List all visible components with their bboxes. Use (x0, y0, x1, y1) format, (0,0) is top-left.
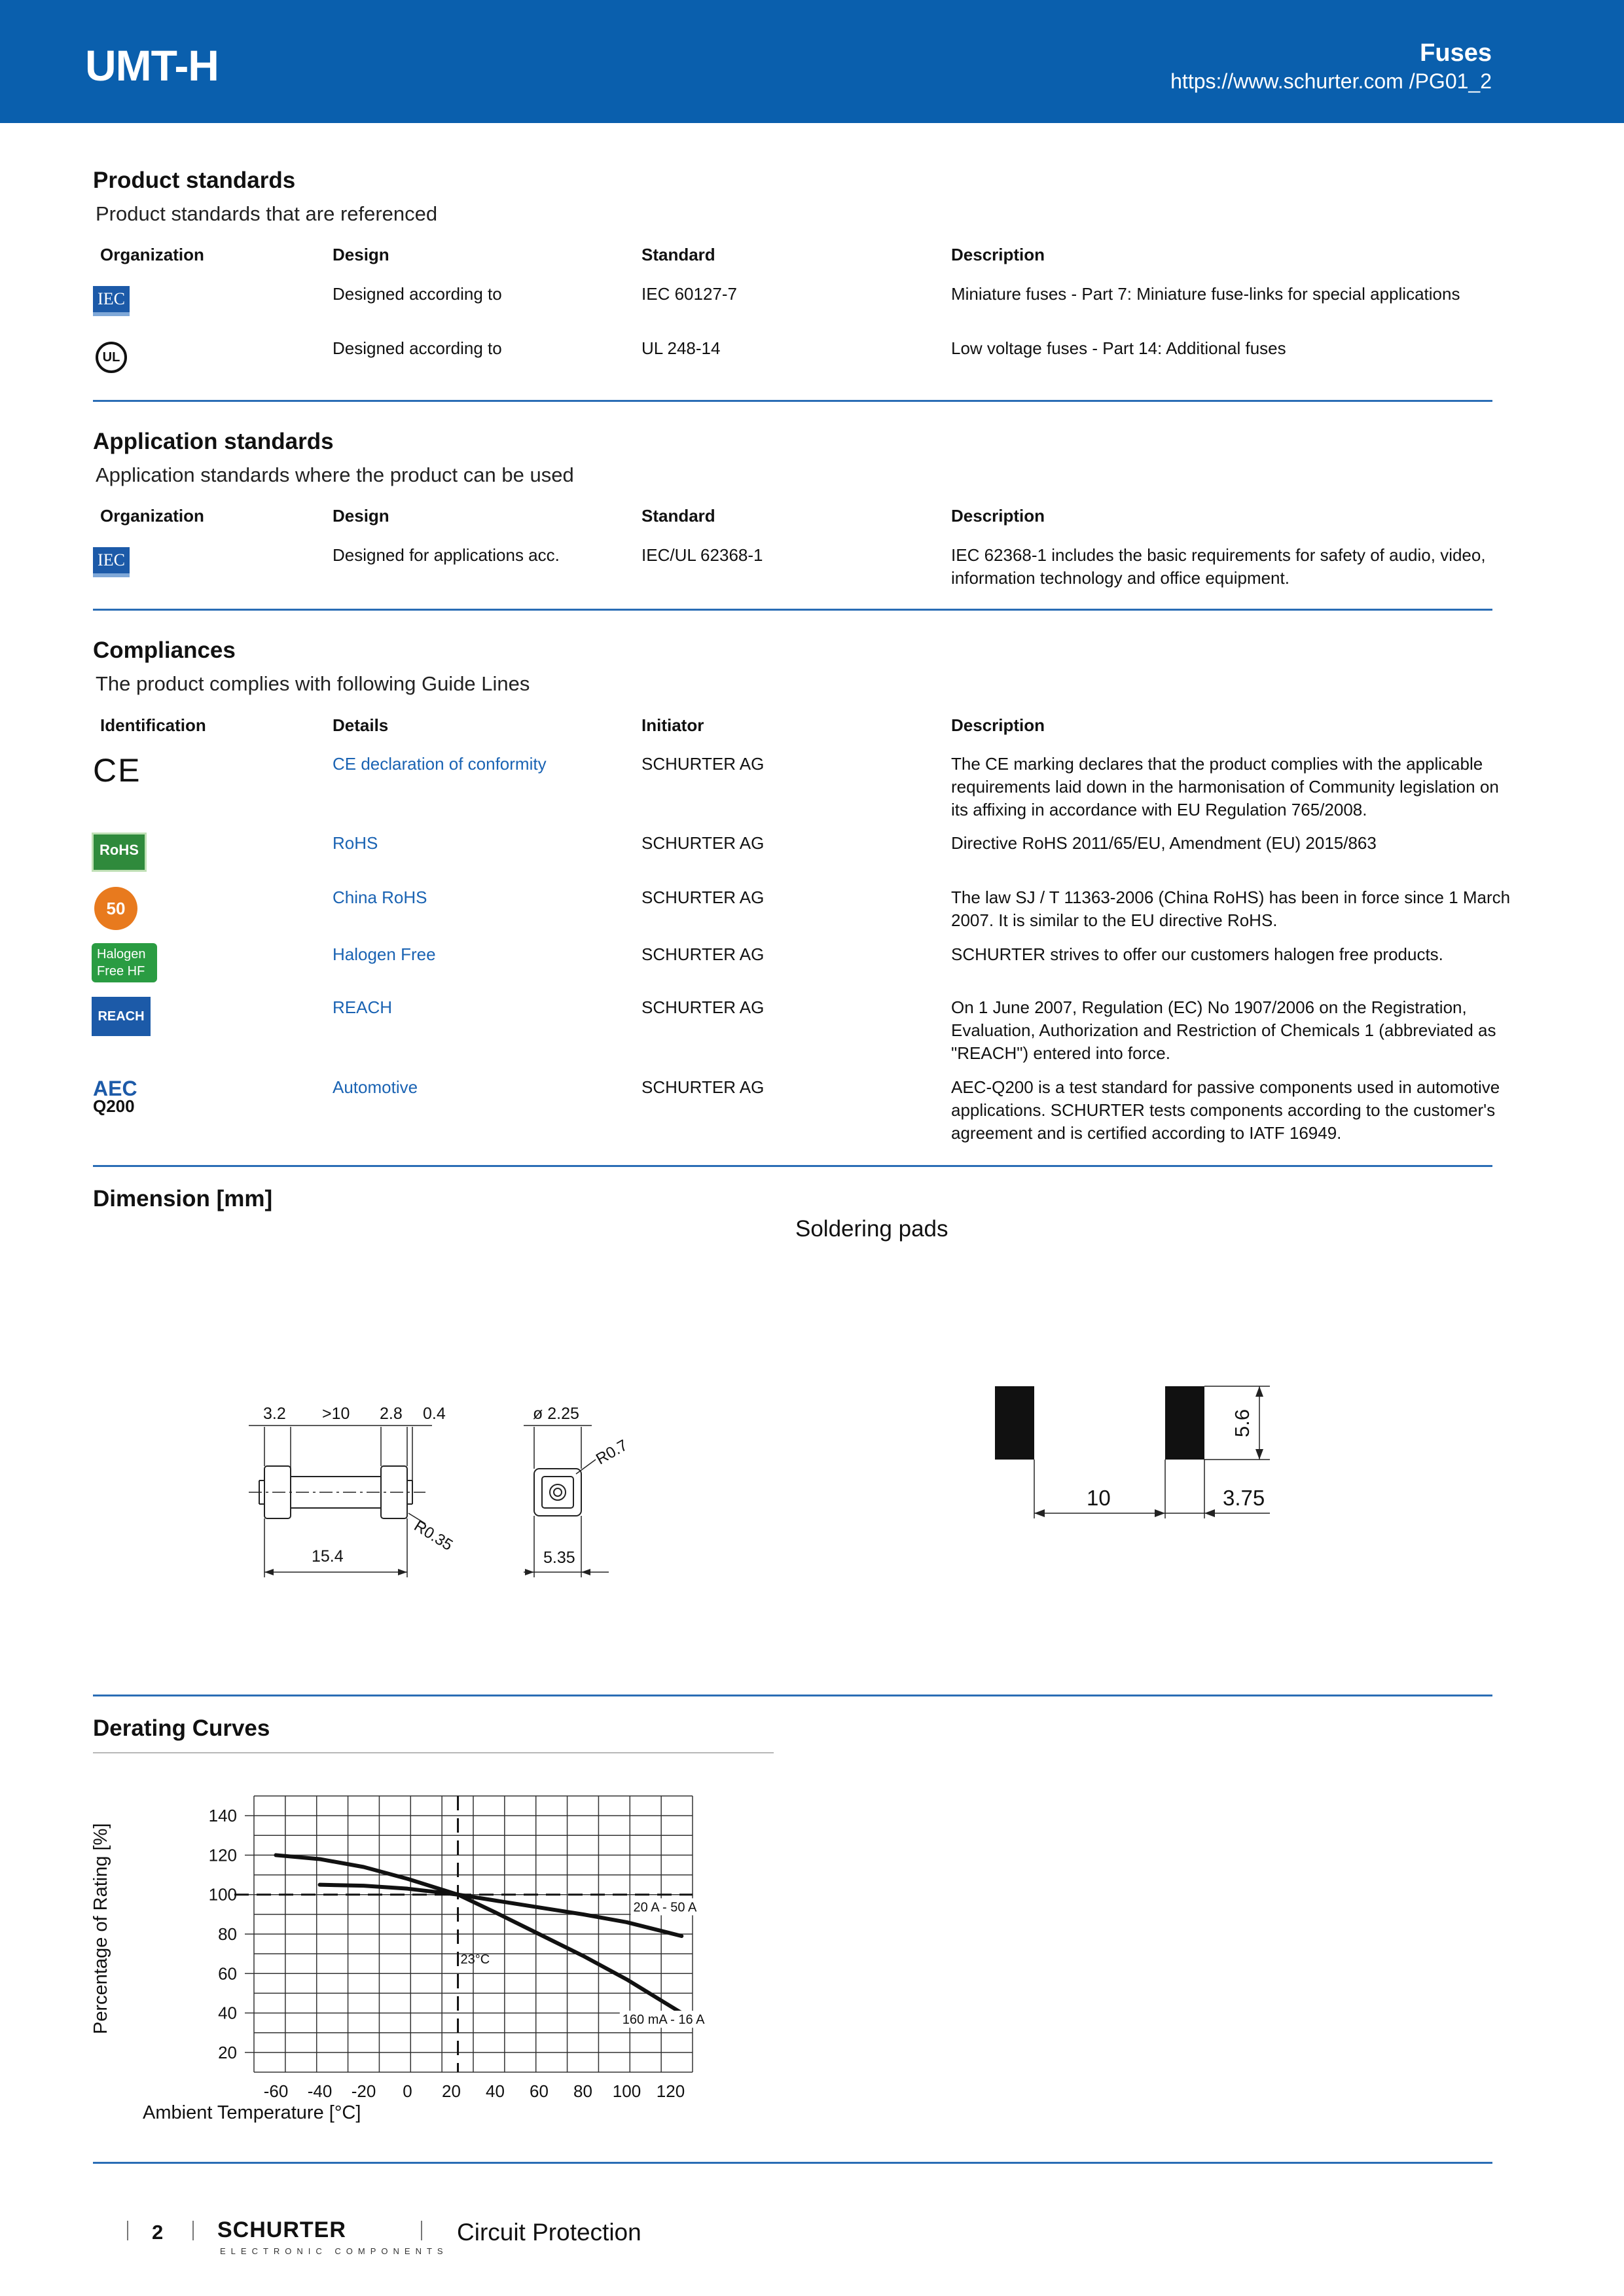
initiator-cell: SCHURTER AG (641, 944, 765, 964)
automotive-link[interactable]: Automotive (333, 1077, 418, 1097)
column-header: Details (333, 715, 389, 735)
x-tick-label: 0 (403, 2081, 412, 2101)
halogen-free-icon: Halogen Free HF (92, 943, 157, 982)
iec-logo-icon: IEC (93, 547, 130, 577)
x-tick-label: -40 (307, 2081, 333, 2101)
column-header: Description (951, 245, 1045, 264)
category-label: Fuses (1420, 39, 1492, 67)
dim-label: 10 (1087, 1486, 1111, 1510)
description-cell: Miniature fuses - Part 7: Miniature fuse-links for special applications (951, 284, 1460, 304)
standard-cell: IEC/UL 62368-1 (641, 545, 763, 565)
y-tick-label: 40 (218, 2003, 237, 2023)
ul-logo-icon: UL (96, 342, 127, 373)
ce-mark-icon: CE (93, 752, 141, 789)
dim-label: 3.75 (1223, 1486, 1265, 1510)
column-header: Initiator (641, 715, 704, 735)
product-standards-subtitle: Product standards that are referenced (96, 202, 438, 225)
column-header: Description (951, 715, 1045, 735)
x-tick-label: 120 (656, 2081, 685, 2101)
dim-label: 3.2 (263, 1405, 286, 1423)
initiator-cell: SCHURTER AG (641, 1077, 765, 1097)
footer-divider (127, 2221, 128, 2240)
initiator-cell: SCHURTER AG (641, 888, 765, 907)
reach-link[interactable]: REACH (333, 997, 393, 1017)
section-divider (93, 2162, 1492, 2164)
derating-heading: Derating Curves (93, 1715, 270, 1741)
y-tick-label: 120 (208, 1845, 237, 1865)
application-standards-subtitle: Application standards where the product can be used (96, 463, 574, 486)
dim-label: >10 (322, 1405, 350, 1423)
ce-declaration-link[interactable]: CE declaration of conformity (333, 754, 547, 774)
footer-divider (192, 2221, 194, 2240)
description-cell: On 1 June 2007, Regulation (EC) No 1907/2006 on the Registration, Evaluation, Authorization and Restriction of Chemicals 1 (abbreviated as "REACH") entered into force. (951, 997, 1496, 1063)
dim-label: 15.4 (312, 1547, 344, 1566)
y-tick-label: 80 (218, 1924, 237, 1944)
column-header: Design (333, 506, 389, 526)
dim-label: 0.4 (423, 1405, 446, 1423)
x-tick-label: 80 (573, 2081, 592, 2101)
x-tick-label: 60 (530, 2081, 549, 2101)
series-line (320, 1885, 682, 1936)
initiator-cell: SCHURTER AG (641, 997, 765, 1017)
design-cell: Designed according to (333, 284, 502, 304)
rohs-logo-icon: RoHS (92, 833, 147, 872)
design-cell: Designed according to (333, 338, 502, 358)
schurter-logo: SCHURTER (217, 2217, 346, 2242)
description-cell: Directive RoHS 2011/65/EU, Amendment (EU) 2015/863 (951, 833, 1377, 853)
x-tick-label: 20 (442, 2081, 461, 2101)
product-url-link[interactable]: https://www.schurter.com /PG01_2 (1170, 69, 1492, 93)
footer-section-label: Circuit Protection (457, 2219, 641, 2246)
y-axis-label: Percentage of Rating [%] (90, 1823, 111, 2034)
column-header: Design (333, 245, 389, 264)
description-cell: IEC 62368-1 includes the basic requirements for safety of audio, video, information technology and office equipment. (951, 545, 1486, 588)
description-cell: SCHURTER strives to offer our customers halogen free products. (951, 944, 1443, 964)
dim-label: 5.35 (543, 1549, 575, 1567)
iec-logo-icon: IEC (93, 286, 130, 316)
application-standards-heading: Application standards (93, 429, 334, 454)
column-header: Organization (100, 245, 204, 264)
initiator-cell: SCHURTER AG (641, 833, 765, 853)
reach-logo-icon: REACH (92, 997, 151, 1036)
y-tick-label: 140 (208, 1806, 237, 1826)
description-cell: The law SJ / T 11363-2006 (China RoHS) has been in force since 1 March 2007. It is similar to the EU directive RoHS. (951, 888, 1511, 930)
description-cell: Low voltage fuses - Part 14: Additional fuses (951, 338, 1286, 358)
compliances-heading: Compliances (93, 637, 236, 663)
x-tick-label: 40 (486, 2081, 505, 2101)
dim-label: R0.7 (593, 1436, 631, 1469)
schurter-logo-subtitle: ELECTRONIC COMPONENTS (220, 2246, 448, 2256)
aec-q200-icon: AEC Q200 (93, 1077, 137, 1116)
y-tick-label: 20 (218, 2042, 237, 2062)
initiator-cell: SCHURTER AG (641, 754, 765, 774)
column-header: Standard (641, 506, 715, 526)
product-title: UMT-H (85, 41, 219, 90)
x-tick-label: 100 (612, 2081, 641, 2101)
dim-label: 2.8 (380, 1405, 403, 1423)
reference-line-label: 23°C (460, 1952, 490, 1967)
standard-cell: IEC 60127-7 (641, 284, 737, 304)
china-rohs-icon: 50 (94, 887, 137, 930)
column-header: Identification (100, 715, 206, 735)
description-cell: AEC-Q200 is a test standard for passive components used in automotive applications. SCHURTER tests components according to the customer's agreement and is certified according to IATF 16949. (951, 1077, 1500, 1143)
product-standards-heading: Product standards (93, 168, 296, 193)
column-header: Description (951, 506, 1045, 526)
series-label: 160 mA - 16 A (622, 2013, 705, 2028)
compliances-subtitle: The product complies with following Guide Lines (96, 672, 530, 695)
standard-cell: UL 248-14 (641, 338, 721, 358)
dim-label: R0.35 (410, 1517, 456, 1554)
description-cell: The CE marking declares that the product complies with the applicable requirements laid down in the harmonisation of Community legislation on its affixing in accordance with EU Regulation 765/2008. (951, 754, 1499, 819)
y-tick-label: 60 (218, 1964, 237, 1984)
series-label: 20 A - 50 A (633, 1900, 697, 1915)
halogen-free-link[interactable]: Halogen Free (333, 944, 436, 964)
page-number: 2 (152, 2221, 164, 2244)
y-tick-label: 100 (208, 1884, 237, 1905)
x-tick-label: -60 (263, 2081, 289, 2101)
footer-divider (421, 2221, 422, 2240)
column-header: Standard (641, 245, 715, 264)
rohs-link[interactable]: RoHS (333, 833, 378, 853)
dim-label: ø 2.25 (533, 1405, 579, 1423)
x-axis-label: Ambient Temperature [°C] (143, 2102, 361, 2123)
dimension-heading: Dimension [mm] (93, 1186, 273, 1211)
x-tick-label: -20 (351, 2081, 376, 2101)
soldering-pads-title: Soldering pads (795, 1216, 948, 1242)
design-cell: Designed for applications acc. (333, 545, 560, 565)
dim-label: 5.6 (1231, 1408, 1254, 1437)
china-rohs-link[interactable]: China RoHS (333, 888, 427, 907)
column-header: Organization (100, 506, 204, 526)
